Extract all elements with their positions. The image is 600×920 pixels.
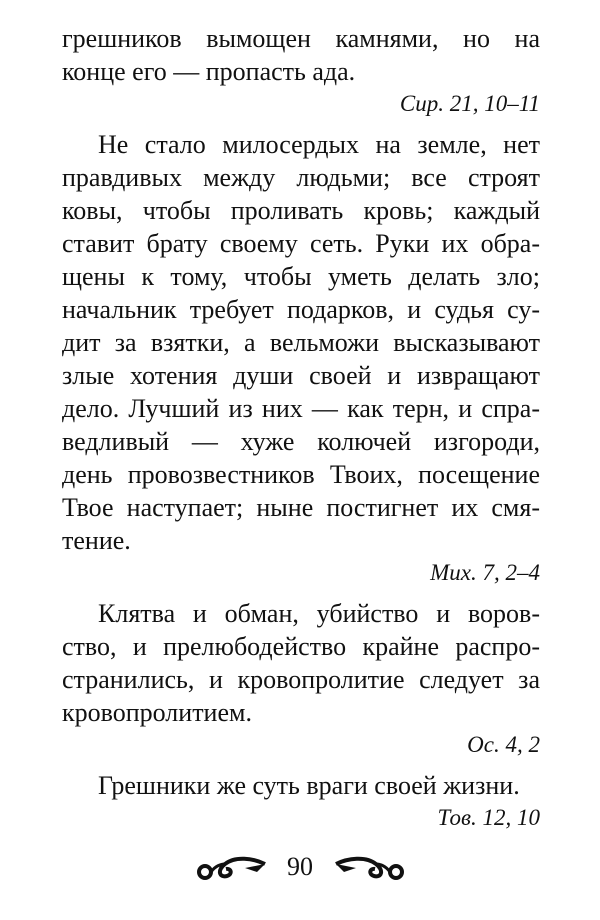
text-line: ставит брату своему сеть. Руки их обра- <box>62 229 540 258</box>
text-line: странились, и кровопролитие следует за <box>62 665 540 694</box>
paragraph <box>62 22 540 120</box>
citation: Мих. 7, 2–4 <box>430 560 540 585</box>
text-line: грешников вымощен камнями, но на <box>62 24 540 53</box>
page <box>62 22 540 842</box>
text-line: ковы, чтобы проливать кровь; каждый <box>62 196 540 225</box>
paragraph <box>62 769 540 834</box>
text-line: правдивых между людьми; все строят <box>62 163 540 192</box>
text-line: щены к тому, чтобы уметь делать зло; <box>62 262 540 291</box>
text-line: день провозвестников Твоих, посещение <box>62 460 540 489</box>
page-footer <box>0 852 600 882</box>
text-line: Грешники же суть враги своей жизни. <box>98 771 520 800</box>
citation: Сир. 21, 10–11 <box>399 91 540 116</box>
page-number: 90 <box>287 852 313 881</box>
paragraph <box>62 597 540 761</box>
text-line: ство, и прелюбодейство крайне распро- <box>62 632 540 661</box>
text-line: кровопролитием. <box>62 698 252 727</box>
ornament-left-icon <box>195 856 267 882</box>
text-line: Не стало милосердых на земле, нет <box>98 130 540 159</box>
text-line: ведливый — хуже колючей изгороди, <box>62 427 540 456</box>
citation: Ос. 4, 2 <box>467 732 540 757</box>
text-line: Твое наступает; ныне постигнет их смя- <box>62 493 540 522</box>
text-line: начальник требует подарков, и судья су- <box>62 295 540 324</box>
citation: Тов. 12, 10 <box>437 805 540 830</box>
text-line: конце его — пропасть ада. <box>62 57 356 86</box>
text-line: злые хотения души своей и извращают <box>62 361 540 390</box>
text-line: Клятва и обман, убийство и воров- <box>98 599 540 628</box>
text-line: дело. Лучший из них — как терн, и спра- <box>62 394 540 423</box>
text-line: тение. <box>62 526 131 555</box>
paragraph <box>62 128 540 589</box>
ornament-right-icon <box>334 856 406 882</box>
text-line: дит за взятки, а вельможи высказывают <box>62 328 540 357</box>
